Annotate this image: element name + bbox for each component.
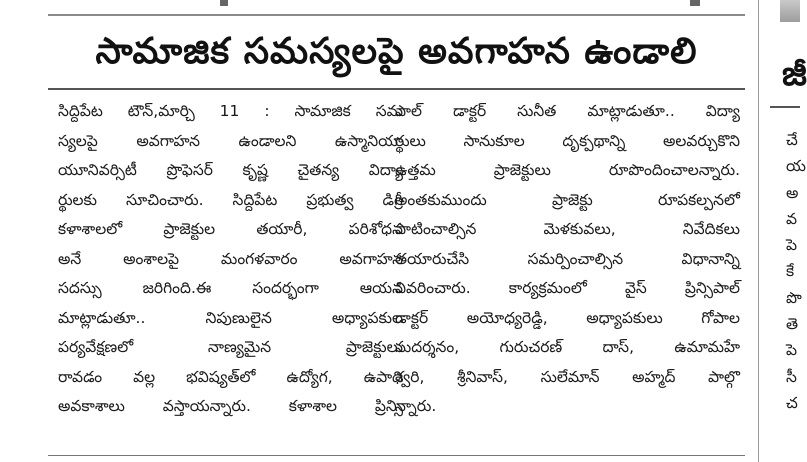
text-line: యూనివర్సిటీ ప్రొఫెసర్ కృష్ణ చైతన్య విద్యా: [58, 161, 403, 179]
headline-rule: [48, 88, 745, 90]
text-line: య: [786, 157, 806, 176]
clipped-text-fragment: [690, 0, 700, 6]
text-line: చే: [786, 131, 798, 149]
text-line: తె: [786, 315, 799, 334]
text-line: చ: [786, 393, 798, 412]
adjacent-article-headline: జీ: [782, 54, 807, 94]
article-column-left: [58, 97, 403, 422]
text-line: న్నారు.: [395, 397, 437, 415]
text-line: తయారుచేసి సమర్పించాల్సిన విధానాన్ని: [395, 249, 740, 268]
text-line: అవకాశాలు వస్తాయన్నారు. కళాశాల ప్రిన్సి: [58, 397, 403, 415]
text-line: అంతకుముందు ప్రాజెక్టు రూపకల్పనలో: [395, 190, 740, 209]
text-line: సదస్సు జరిగింది.ఈ సందర్భంగా ఆయన: [58, 279, 403, 297]
clipped-text-fragment: [220, 0, 228, 6]
text-line: కళాశాలలో ప్రాజెక్టుల తయారీ, పరిశోధన: [58, 220, 403, 238]
text-line: డాక్టర్ అయోధ్యరెడ్డి, అధ్యాపకులు గోపాల: [395, 308, 740, 327]
text-line: రావడం వల్ల భవిష్యత్‌లో ఉద్యోగ, ఉపాధి: [58, 367, 403, 386]
text-line: ర్థులు సానుకూల దృక్పథాన్ని అలవర్చుకొని: [395, 131, 740, 150]
text-line: సీ: [786, 367, 797, 386]
text-line: పె: [786, 341, 798, 360]
adjacent-article-text: [786, 127, 806, 416]
text-line: శ్వరి, శ్రీనివాస్, సులేమాన్ అహ్మద్ పాల్గొ: [395, 367, 740, 386]
text-line: పొ: [786, 288, 802, 307]
column-divider: [758, 0, 759, 462]
adjacent-headline-rule: [770, 106, 800, 108]
text-line: స్యలపై అవగాహన ఉండాలని ఉస్మానియా: [58, 131, 403, 150]
text-line: పె: [786, 236, 798, 255]
text-line: పాటించాల్సిన మెళకువలు, నివేదికలు: [395, 220, 740, 238]
text-line: కే: [786, 262, 795, 281]
article-headline: సామాజిక సమస్యలపై అవగాహన ఉండాలి: [95, 31, 698, 72]
text-line: మాట్లాడుతూ.. నిపుణులైన అధ్యాపకుల: [58, 308, 403, 327]
text-line: ఉత్తమ ప్రాజెక్టులు రూపొందించాలన్నారు.: [395, 161, 740, 179]
text-line: ర్థులకు సూచించారు. సిద్దిపేట ప్రభుత్వ డిగ్రీ: [58, 190, 403, 209]
bottom-rule: [48, 455, 745, 456]
adjacent-article-photo: [780, 0, 800, 22]
text-line: వివరించారు. కార్యక్రమంలో వైస్ ప్రిన్సిపాల్: [395, 279, 740, 297]
text-line: పర్యవేక్షణలో నాణ్యమైన ప్రాజెక్టులు: [58, 338, 403, 356]
text-line: పాల్ డాక్టర్ సునీత మాట్లాడుతూ.. విద్యా: [395, 102, 740, 120]
article-column-right: [395, 97, 740, 422]
text-line: అ: [786, 183, 799, 202]
text-line: సిద్దిపేట టౌన్,మార్చి 11 : సామాజిక సమ: [58, 102, 403, 120]
text-line: సుదర్శనం, గురుచరణ్ దాస్, ఉమామహే: [395, 338, 740, 356]
top-rule: [48, 14, 745, 16]
text-line: వ: [786, 209, 798, 228]
text-line: అనే అంశాలపై మంగళవారం అవగాహన: [58, 249, 403, 268]
